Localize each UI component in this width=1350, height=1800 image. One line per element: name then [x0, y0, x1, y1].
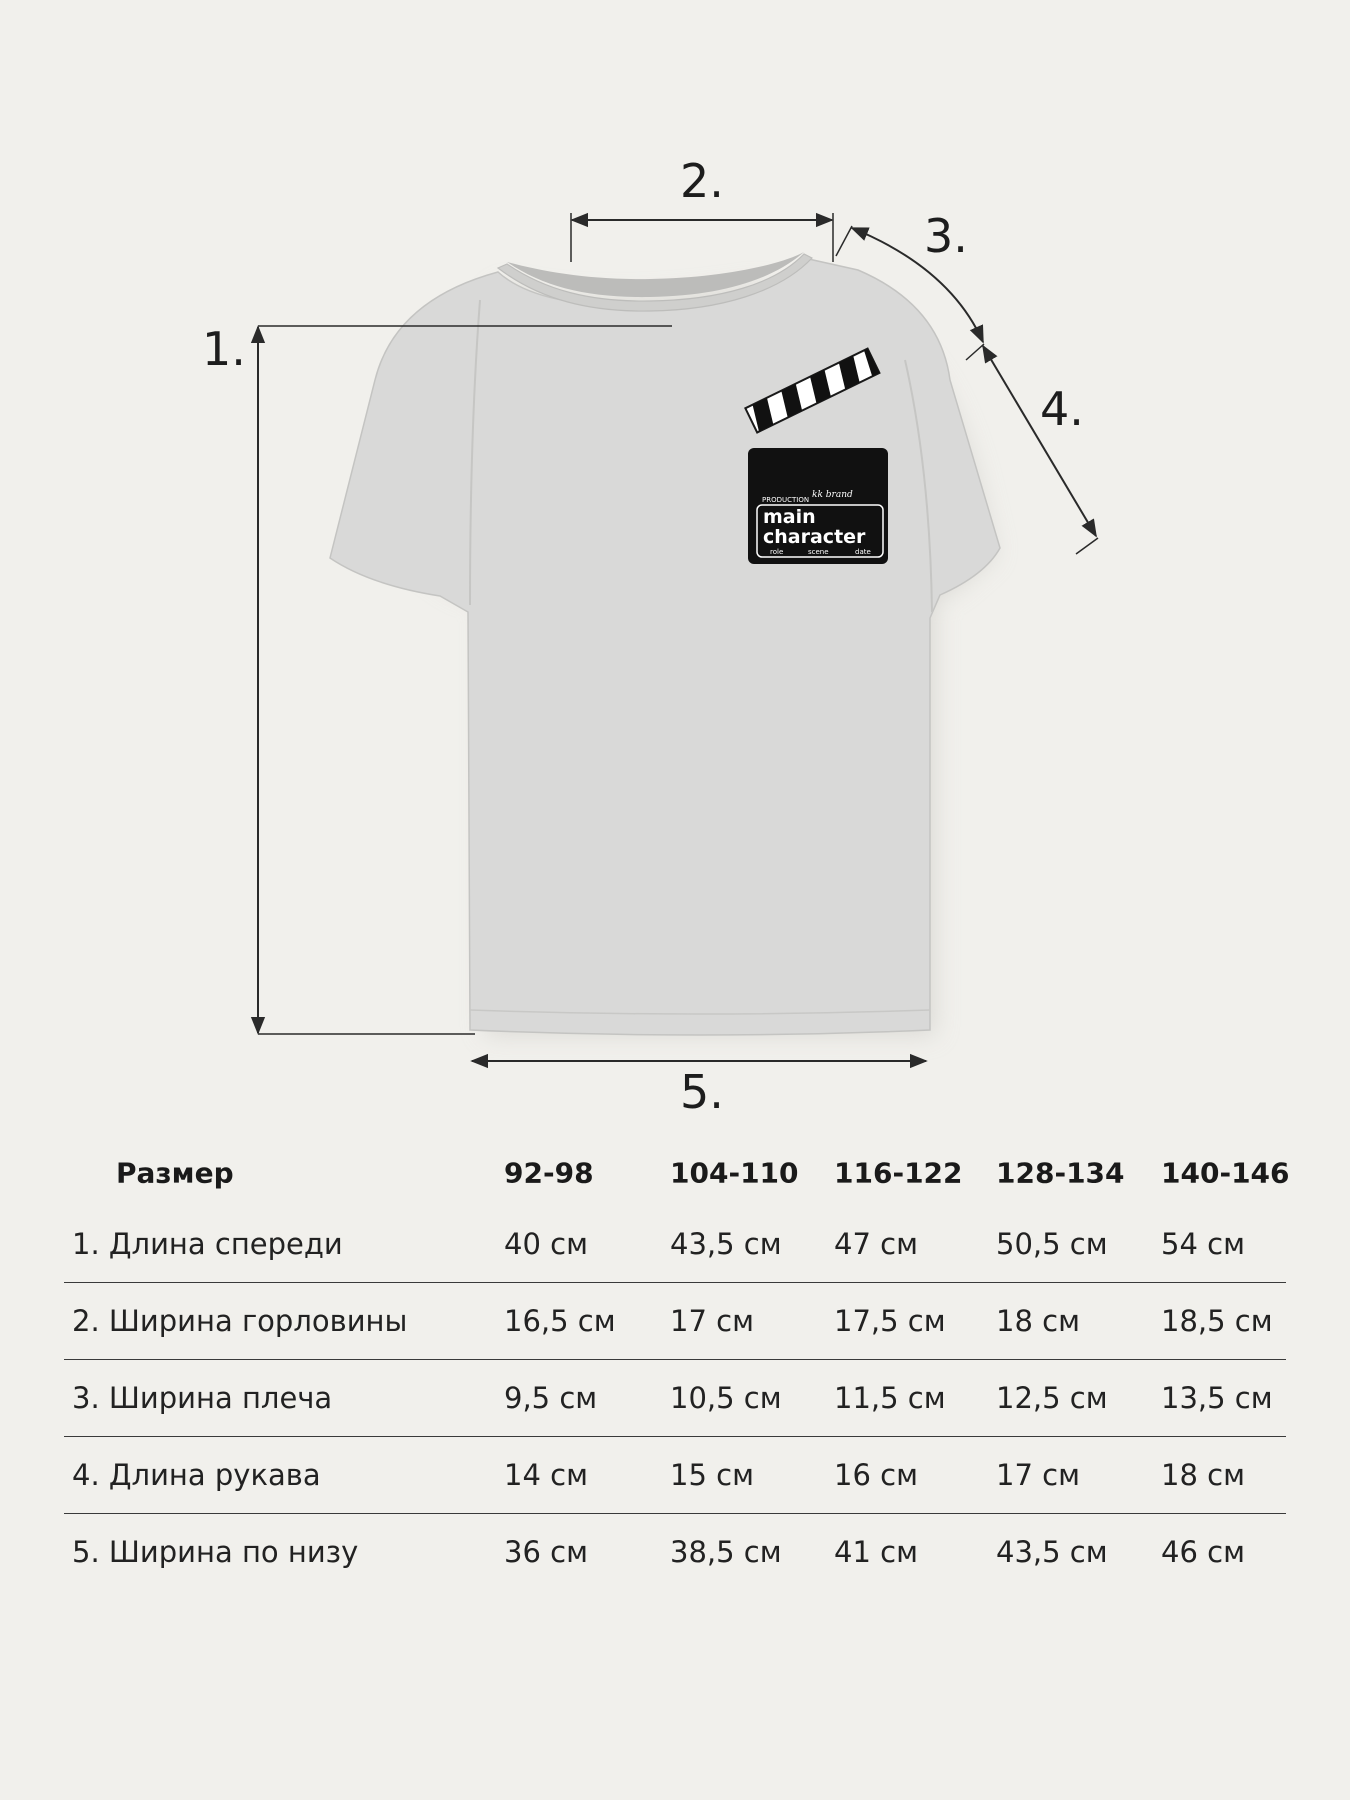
size-table — [64, 1140, 1290, 1590]
table-cell: 12,5 см — [996, 1381, 1108, 1415]
tshirt-body — [330, 258, 1000, 1035]
table-cell: 16 см — [834, 1458, 918, 1492]
patch-signature: kk brand — [812, 490, 853, 500]
header-size-92-98: 92-98 — [504, 1156, 594, 1190]
header-size-104-110: 104-110 — [670, 1156, 799, 1190]
table-cell: 17 см — [670, 1304, 754, 1338]
table-cell: 16,5 см — [504, 1304, 616, 1338]
table-cell: 15 см — [670, 1458, 754, 1492]
header-size-116-122: 116-122 — [834, 1156, 963, 1190]
table-cell: 43,5 см — [670, 1227, 782, 1261]
label-2: 2. — [680, 154, 724, 208]
patch-footer-scene: scene — [808, 548, 829, 556]
row-label: 2. Ширина горловины — [72, 1304, 408, 1338]
table-cell: 38,5 см — [670, 1535, 782, 1569]
table-cell: 50,5 см — [996, 1227, 1108, 1261]
table-cell: 36 см — [504, 1535, 588, 1569]
table-row — [64, 1360, 1286, 1437]
patch-top-text: PRODUCTION — [762, 496, 810, 504]
table-row — [64, 1437, 1286, 1514]
label-5: 5. — [680, 1065, 724, 1119]
table-cell: 17,5 см — [834, 1304, 946, 1338]
table-cell: 11,5 см — [834, 1381, 946, 1415]
label-3: 3. — [924, 209, 968, 263]
table-cell: 10,5 см — [670, 1381, 782, 1415]
table-cell: 17 см — [996, 1458, 1080, 1492]
header-size-140-146: 140-146 — [1161, 1156, 1290, 1190]
measure-5-hem-width — [472, 1061, 926, 1119]
table-row — [64, 1283, 1286, 1360]
header-size: Размер — [116, 1156, 234, 1190]
table-cell: 47 см — [834, 1227, 918, 1261]
patch-line-character: character — [763, 526, 866, 548]
table-header-row — [64, 1140, 1290, 1206]
row-label: 1. Длина спереди — [72, 1227, 343, 1261]
header-size-128-134: 128-134 — [996, 1156, 1125, 1190]
table-cell: 18,5 см — [1161, 1304, 1273, 1338]
table-cell: 14 см — [504, 1458, 588, 1492]
label-4: 4. — [1040, 382, 1084, 436]
label-1: 1. — [202, 322, 246, 376]
table-cell: 13,5 см — [1161, 1381, 1273, 1415]
table-row — [64, 1206, 1286, 1283]
measure-2-neck-width — [571, 154, 833, 262]
patch-line-main: main — [763, 506, 816, 528]
table-cell: 43,5 см — [996, 1535, 1108, 1569]
table-cell: 54 см — [1161, 1227, 1245, 1261]
patch-footer-role: role — [770, 548, 784, 556]
patch-footer-date: date — [855, 548, 871, 556]
table-row — [64, 1514, 1286, 1590]
table-cell: 46 см — [1161, 1535, 1245, 1569]
table-cell: 40 см — [504, 1227, 588, 1261]
row-label: 3. Ширина плеча — [72, 1381, 333, 1415]
table-cell: 18 см — [1161, 1458, 1245, 1492]
row-label: 5. Ширина по низу — [72, 1535, 359, 1569]
row-label: 4. Длина рукава — [72, 1458, 321, 1492]
table-cell: 41 см — [834, 1535, 918, 1569]
table-cell: 18 см — [996, 1304, 1080, 1338]
table-cell: 9,5 см — [504, 1381, 598, 1415]
